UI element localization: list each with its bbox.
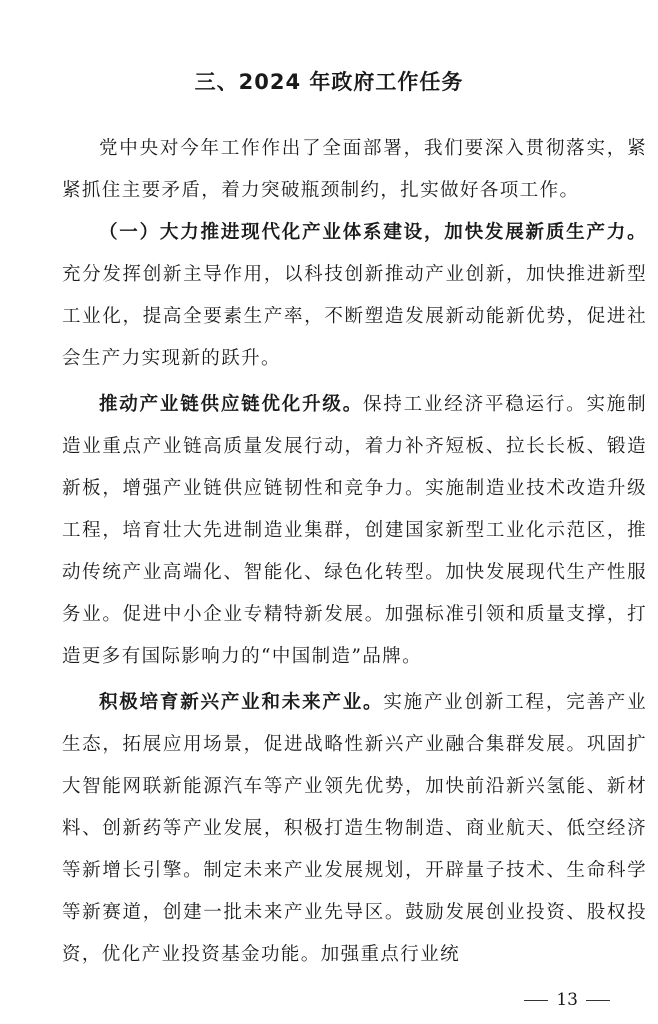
paragraph-lead-emerging-industries: 积极培育新兴产业和未来产业。 xyxy=(99,692,384,713)
section-paragraph-1 xyxy=(62,212,647,380)
dash-left xyxy=(524,1000,548,1001)
page-number: 13 xyxy=(556,990,578,1010)
paragraph-text-emerging-industries: 实施产业创新工程，完善产业生态，拓展应用场景，促进战略性新兴产业融合集群发展。巩固扩大智能网联新能源汽车等产业领先优势，加快前沿新兴氢能、新材料、创新药等产业发展，积极打造生物制造、商业航天、低空经济等新增长引擎。制定未来产业发展规划，开辟量子技术、生命科学等新赛道，创建一批未来产业先导区。鼓励发展创业投资、股权投资，优化产业投资基金功能。加强重点行业统 xyxy=(62,692,647,965)
body-text xyxy=(62,128,647,980)
page-number-wrap xyxy=(516,990,618,1010)
section-title: 三、2024 年政府工作任务 xyxy=(194,70,464,94)
paragraph-emerging-industries xyxy=(62,682,647,976)
intro-paragraph: 党中央对今年工作作出了全面部署，我们要深入贯彻落实，紧紧抓住主要矛盾，着力突破瓶颈制约，扎实做好各项工作。 xyxy=(62,138,647,201)
paragraph-supply-chain xyxy=(62,384,647,678)
paragraph-lead-supply-chain: 推动产业链供应链优化升级。 xyxy=(99,394,364,415)
section-heading-1: （一）大力推进现代化产业体系建设，加快发展新质生产力。 xyxy=(99,222,647,243)
paragraph-text-supply-chain: 保持工业经济平稳运行。实施制造业重点产业链高质量发展行动，着力补齐短板、拉长长板、锻造新板，增强产业链供应链韧性和竞争力。实施制造业技术改造升级工程，培育壮大先进制造业集群，创建国家新型工业化示范区，推动传统产业高端化、智能化、绿色化转型。加快发展现代生产性服务业。促进中小企业专精特新发展。加强标准引领和质量支撑，打造更多有国际影响力的“中国制造”品牌。 xyxy=(62,394,647,667)
section-text-1: 充分发挥创新主导作用，以科技创新推动产业创新，加快推进新型工业化，提高全要素生产率，不断塑造发展新动能新优势，促进社会生产力实现新的跃升。 xyxy=(62,264,647,369)
dash-right xyxy=(586,1000,610,1001)
